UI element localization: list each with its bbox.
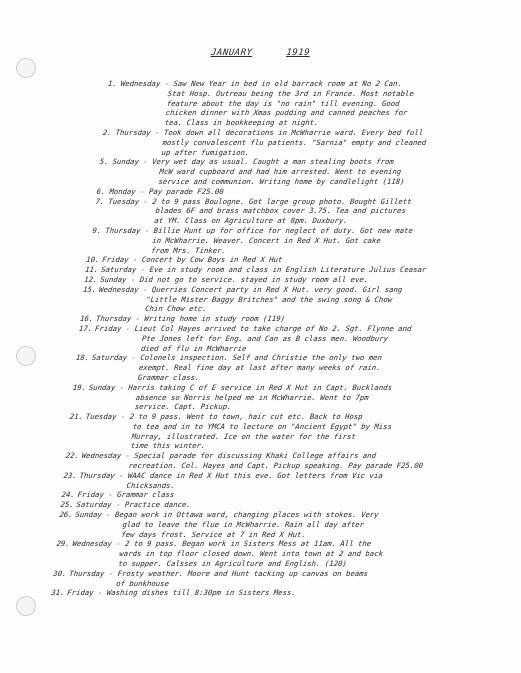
entry-continuation-line: Chin Chow etc. (144, 304, 208, 314)
diary-entry (97, 128, 520, 157)
entry-continuation-line: McW ward cupboard and had him arrested. Went to evening (159, 167, 402, 177)
entry-first-line: Sunday - Harris taking C of E service in Red X Hut in Capt. Bucklands (88, 382, 393, 392)
entry-continuation-line: Pte Jones left for Eng. and Can as B class men. Woodbury (141, 333, 389, 343)
entry-first-line: Sunday - Did not go to service. stayed in study room all eve. (99, 274, 369, 284)
year-label: 1919 (285, 48, 311, 58)
diary-entry (64, 451, 486, 471)
entry-continuation-line: up after fumigation. (161, 147, 250, 157)
entry-continuation-line: Chicksands. (126, 480, 176, 490)
binder-hole (16, 346, 36, 366)
entry-day-number: 5. (99, 157, 110, 167)
diary-entry (94, 157, 517, 186)
diary-entry (73, 353, 496, 382)
diary-entry (61, 490, 482, 500)
entry-continuation-line: absence so Norris helped me in McWharrie. Went to 7pm (135, 392, 370, 402)
entry-continuation-line: exempt. Real fine day at last after many weeks of rain. (138, 363, 382, 373)
diary-entry (80, 314, 501, 324)
entry-day-number: 29. (55, 539, 71, 549)
entry-first-line: Thursday - Took down all decorations in McWharrie ward. Every bed full (115, 127, 424, 137)
entry-continuation-line: few days frost. Service at 7 in Red X Hut. (120, 529, 307, 539)
page-title (0, 48, 521, 58)
entry-continuation-line: in McWharrie. Weaver. Concert in Red X Hut. Got cake (151, 235, 382, 245)
entry-first-line: Friday - Concert by Cow Boys in Red X Hut (101, 255, 283, 265)
entry-first-line: Sunday - Very wet day as usual. Caught a man stealing boots from (112, 157, 395, 167)
entry-day-number: 12. (83, 274, 98, 284)
diary-entry (100, 79, 521, 128)
entry-day-number: 26. (59, 510, 74, 520)
entry-continuation-line: service. Capt. Pickup. (134, 402, 232, 412)
diary-entry (90, 197, 513, 226)
diary-entry (62, 471, 484, 491)
diary-entry (66, 412, 490, 451)
entry-day-number: 22. (65, 451, 80, 461)
entry-first-line: Thursday - Billie Hunt up for office for neglect of duty. Got new mate (104, 225, 414, 235)
entry-day-number: 23. (63, 470, 78, 480)
entry-continuation-line: Stat Hosp. Outreau being the 3rd in France. Most notable (167, 88, 415, 98)
entry-day-number: 21. (69, 412, 84, 422)
entry-day-number: 24. (61, 490, 76, 500)
entry-continuation-line: recreation. Col. Hayes and Capt. Pickup speaking. Pay parade F25.00 (128, 461, 424, 471)
month-label: JANUARY (210, 48, 253, 58)
entry-continuation-line: glad to leave the flue in McWharrie. Rain all day after (122, 519, 365, 529)
entry-day-number: 18. (75, 353, 90, 363)
entry-continuation-line: chicken dinner with Xmas pudding and canned peaches for (165, 108, 408, 118)
entry-first-line: Wednesday - Special parade for discussing Khaki College affairs and (81, 451, 377, 461)
diary-entry (87, 226, 510, 255)
entry-first-line: Saturday - Practice dance. (76, 500, 192, 510)
diary-entries (51, 79, 521, 598)
diary-entry (57, 510, 480, 539)
diary-entry (70, 383, 493, 412)
entry-first-line: Friday - Washing dishes till 8:30pm in Sisters Mess. (66, 588, 297, 598)
entry-day-number: 11. (84, 265, 99, 275)
entry-continuation-line: wards in top floor closed down. Went into town at 2 and back (118, 549, 384, 559)
diary-entry (76, 324, 499, 353)
entry-continuation-line: blades 6F and brass matchbox cover 3.75. Tea and pictures (154, 206, 407, 216)
entry-first-line: Sunday - Began work in Ottawa ward, changing places with stokes. Very (75, 510, 380, 520)
entry-day-number: 17. (78, 323, 93, 333)
entry-continuation-line: of bunkhouse (115, 578, 170, 588)
entry-day-number: 9. (92, 225, 102, 235)
entry-continuation-line: tea. Class in bookkeeping at night. (164, 118, 319, 128)
entry-day-number: 7. (95, 196, 105, 206)
entry-day-number: 6. (96, 186, 106, 196)
diary-entry (84, 275, 505, 285)
diary-entry (52, 569, 474, 589)
entry-continuation-line: Murray, illustrated. Ice on the water for the first (131, 431, 357, 441)
entry-first-line: Friday - Lieut Col Hayes arrived to take charge of No 2. Sgt. Flynne and (94, 323, 412, 333)
entry-first-line: Thursday - Writing home in study room (119) (95, 314, 286, 324)
entry-continuation-line: from Mrs. Tinker. (150, 245, 227, 255)
entry-day-number: 19. (72, 382, 87, 392)
binder-hole (16, 596, 36, 616)
entry-continuation-line: "Little Mister Baggy Britches" and the swing song & Chow (145, 294, 393, 304)
entry-first-line: Wednesday - 2 to 9 pass. Began work in Sisters Mess at 11am. All the (71, 539, 372, 549)
entry-day-number: 10. (85, 255, 100, 265)
diary-entry (51, 588, 472, 598)
entry-first-line: Saturday - Eve in study room and class in English Literature Julius Ceasar (100, 265, 427, 275)
entry-continuation-line: Grammar class. (137, 372, 200, 382)
entry-day-number: 25. (60, 500, 75, 510)
entry-continuation-line: to supper. Calsses in Agriculture and English. (120) (117, 559, 348, 569)
diary-entry (86, 255, 507, 265)
entry-first-line: Thursday - WAAC dance in Red X Hut this eve. Got letters from Vic via (79, 470, 384, 480)
diary-entry (54, 539, 477, 568)
diary-entry (60, 500, 481, 510)
entry-first-line: Saturday - Colonels inspection. Self and Christie the only two men (91, 353, 383, 363)
entry-continuation-line: feature about the day is "no rain" till evening. Good (166, 98, 401, 108)
entry-first-line: Monday - Pay parade F25.00 (109, 186, 225, 196)
entry-first-line: Tuesday - 2 to 9 pass. Went to town, hair cut etc. Back to Hosp (85, 412, 364, 422)
diary-entry (85, 265, 506, 275)
entry-continuation-line: mostly convalescent flu patients. "Sarnia" empty and cleaned (162, 137, 427, 147)
entry-day-number: 2. (102, 127, 113, 137)
entry-day-number: 30. (52, 568, 67, 578)
entry-day-number: 31. (50, 588, 65, 598)
entry-day-number: 16. (79, 314, 94, 324)
entry-continuation-line: service and communion. Writing home by candlelight (118) (158, 176, 406, 186)
entry-first-line: Wednesday - Saw New Year in bed in old barrack room at No 2 Can. (120, 79, 403, 88)
entry-first-line: Tuesday - 2 to 9 pass Boulogne. Got large group photo. Bought Gillett (107, 196, 413, 206)
entry-first-line: Thursday - Frosty weather. Moore and Hunt tacking up canvas on beams (68, 568, 369, 578)
binder-hole (16, 58, 36, 78)
entry-continuation-line: time this winter. (130, 441, 206, 451)
entry-continuation-line: at YM. Class on Agriculture at 8pm. Duxbury. (153, 216, 349, 226)
entry-continuation-line: to tea and in to YMCA to lecture on "Ancient Egypt" by Miss (132, 421, 393, 431)
entry-first-line: Friday - Grammar class (77, 490, 175, 500)
entry-first-line: Wednesday - Querries Concert party in Red X Hut. very good. Girl sang (98, 284, 403, 294)
diary-entry (81, 285, 504, 314)
entry-day-number: 1. (107, 79, 118, 88)
entry-continuation-line: died of flu in McWharrie (140, 343, 247, 353)
entry-day-number: 15. (82, 284, 97, 294)
diary-entry (93, 187, 514, 197)
